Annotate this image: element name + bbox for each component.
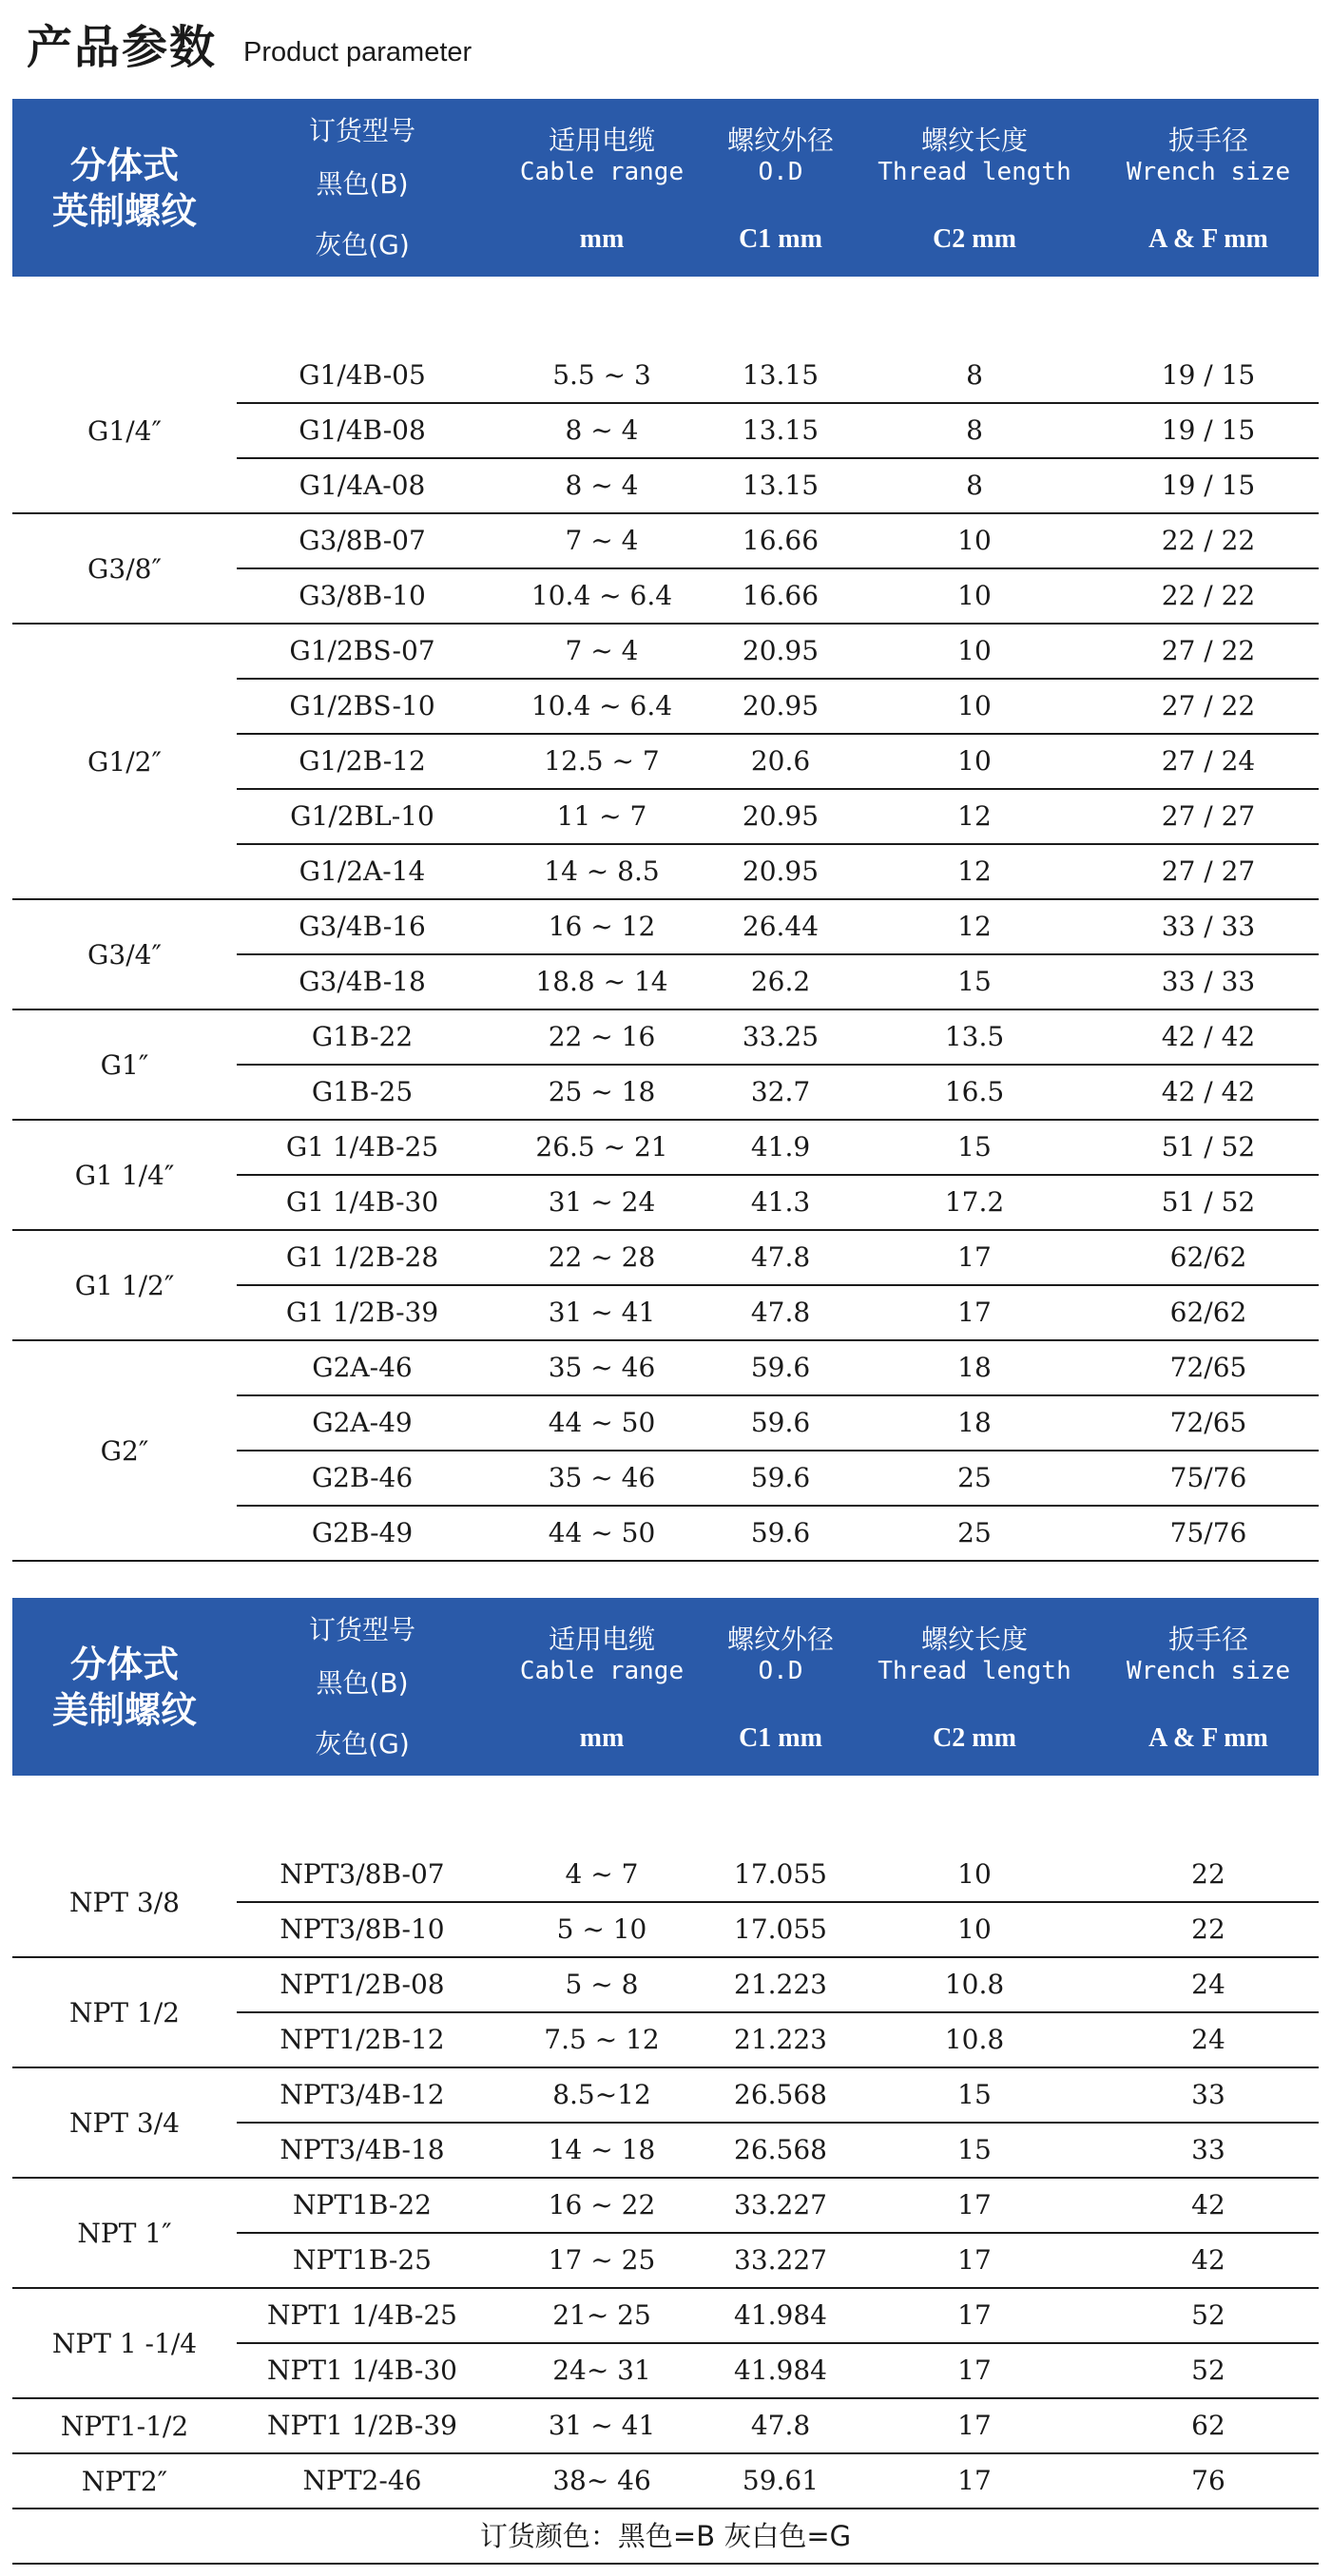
cell-thread: 17 <box>957 2465 992 2496</box>
group-label: NPT 3/4 <box>69 2106 180 2139</box>
cell-thread: 12 <box>957 855 992 887</box>
group-label: NPT 1/2 <box>69 1996 180 2028</box>
cell-od: 20.95 <box>742 690 820 721</box>
header-wrench-line: A & F mm <box>1148 1723 1268 1753</box>
cell-model: G3/4B-18 <box>299 966 426 997</box>
cell-od: 41.984 <box>734 2299 827 2331</box>
cell-model: G1/2B-12 <box>299 745 426 777</box>
cell-model: G1 1/2B-39 <box>285 1297 439 1328</box>
cell-model: NPT1B-22 <box>292 2189 432 2220</box>
cell-wrench: 52 <box>1191 2355 1225 2386</box>
cell-cable: 18.8 ~ 14 <box>535 966 668 997</box>
header-cable-line: Cable range <box>519 158 685 186</box>
cell-model: NPT1 1/4B-30 <box>267 2355 457 2386</box>
group-label: NPT 1″ <box>77 2217 172 2249</box>
cell-od: 21.223 <box>734 1969 827 2000</box>
header-cable-line: 适用电缆 <box>548 1624 655 1655</box>
cell-model: G1/2A-14 <box>299 855 426 887</box>
cell-od: 41.3 <box>750 1186 811 1218</box>
header-col-model <box>253 99 472 277</box>
cell-od: 41.9 <box>750 1131 811 1163</box>
cell-model: G3/8B-10 <box>299 580 426 611</box>
header-cable-line: mm <box>579 224 625 254</box>
cell-model: NPT1 1/4B-25 <box>267 2299 457 2331</box>
cell-wrench: 62/62 <box>1169 1241 1247 1273</box>
cell-thread: 8 <box>966 470 983 501</box>
cell-model: G1/2BL-10 <box>290 800 434 832</box>
cell-wrench: 62 <box>1191 2410 1225 2441</box>
cell-model: G1 1/4B-25 <box>285 1131 439 1163</box>
cell-model: G1/2BS-10 <box>289 690 435 721</box>
header-wrench-line: Wrench size <box>1126 1657 1291 1685</box>
cell-cable: 35 ~ 46 <box>548 1462 656 1493</box>
cell-model: G1/2BS-07 <box>289 635 435 666</box>
cell-wrench: 27 / 27 <box>1161 800 1256 832</box>
cell-wrench: 72/65 <box>1169 1352 1247 1383</box>
cell-thread: 10.8 <box>944 1969 1005 2000</box>
cell-wrench: 42 <box>1191 2189 1225 2220</box>
cell-thread: 25 <box>957 1517 992 1548</box>
cell-od: 17.055 <box>734 1858 827 1890</box>
cell-cable: 16 ~ 12 <box>548 911 656 942</box>
cell-wrench: 27 / 22 <box>1161 690 1256 721</box>
header-col-model <box>253 1598 472 1776</box>
header-group-line: 分体式 <box>69 1643 179 1685</box>
cell-wrench: 42 / 42 <box>1161 1076 1256 1107</box>
cell-thread: 15 <box>957 2134 992 2165</box>
cell-thread: 17.2 <box>944 1186 1005 1218</box>
cell-model: G3/8B-07 <box>299 525 426 556</box>
cell-model: G2B-49 <box>311 1517 414 1548</box>
header-wrench-line: 扳手径 <box>1167 1624 1248 1655</box>
cell-thread: 12 <box>957 911 992 942</box>
cell-model: G1 1/2B-28 <box>285 1241 439 1273</box>
cell-od: 26.568 <box>734 2134 827 2165</box>
cell-model: NPT3/4B-18 <box>280 2134 445 2165</box>
cell-thread: 10 <box>957 635 992 666</box>
cell-model: NPT1/2B-12 <box>280 2024 445 2055</box>
cell-cable: 11 ~ 7 <box>556 800 647 832</box>
cell-od: 47.8 <box>750 2410 811 2441</box>
cell-od: 16.66 <box>742 525 820 556</box>
cell-cable: 10.4 ~ 6.4 <box>530 690 673 721</box>
cell-cable: 22 ~ 16 <box>548 1021 656 1052</box>
cell-od: 33.227 <box>734 2244 827 2276</box>
cell-cable: 35 ~ 46 <box>548 1352 656 1383</box>
cell-od: 33.227 <box>734 2189 827 2220</box>
header-col-thread <box>865 1598 1084 1776</box>
cell-thread: 17 <box>957 2355 992 2386</box>
cell-cable: 24~ 31 <box>552 2355 651 2386</box>
cell-model: G2A-46 <box>312 1352 413 1383</box>
group-label: G1 1/4″ <box>74 1159 175 1191</box>
cell-od: 59.6 <box>750 1517 811 1548</box>
group-label: G1 1/2″ <box>74 1269 175 1301</box>
cell-wrench: 76 <box>1191 2465 1225 2496</box>
cell-thread: 17 <box>957 2244 992 2276</box>
group-label: G3/4″ <box>87 938 162 971</box>
header-od-line: 螺纹外径 <box>726 125 834 156</box>
cell-od: 13.15 <box>742 359 820 391</box>
cell-model: NPT1 1/2B-39 <box>267 2410 457 2441</box>
cell-od: 13.15 <box>742 470 820 501</box>
cell-thread: 10 <box>957 580 992 611</box>
header-group-title <box>12 1598 237 1776</box>
cell-cable: 21~ 25 <box>552 2299 651 2331</box>
cell-wrench: 33 <box>1191 2134 1225 2165</box>
cell-wrench: 62/62 <box>1169 1297 1247 1328</box>
header-od-line: C1 mm <box>739 1723 822 1753</box>
cell-thread: 17 <box>957 2299 992 2331</box>
cell-od: 20.95 <box>742 800 820 832</box>
header-od-line: C1 mm <box>739 224 822 254</box>
cell-cable: 17 ~ 25 <box>548 2244 656 2276</box>
header-od-line: O.D <box>758 158 803 186</box>
cell-cable: 25 ~ 18 <box>548 1076 656 1107</box>
group-label: G1/4″ <box>87 414 162 447</box>
cell-model: G1 1/4B-30 <box>285 1186 439 1218</box>
order-color-note: 订货颜色：黑色=B 灰白色=G <box>479 2520 852 2552</box>
cell-model: NPT3/4B-12 <box>280 2079 445 2110</box>
header-cable-line: mm <box>579 1723 625 1753</box>
cell-od: 26.2 <box>750 966 811 997</box>
cell-wrench: 19 / 15 <box>1161 470 1256 501</box>
header-thread-line: C2 mm <box>933 1723 1016 1753</box>
cell-model: G1B-25 <box>311 1076 414 1107</box>
cell-cable: 10.4 ~ 6.4 <box>530 580 673 611</box>
cell-cable: 31 ~ 41 <box>548 1297 656 1328</box>
cell-wrench: 42 <box>1191 2244 1225 2276</box>
header-thread-line: 螺纹长度 <box>920 125 1028 156</box>
cell-thread: 15 <box>957 1131 992 1163</box>
cell-thread: 17 <box>957 2189 992 2220</box>
cell-cable: 44 ~ 50 <box>548 1517 656 1548</box>
cell-od: 59.6 <box>750 1462 811 1493</box>
cell-od: 41.984 <box>734 2355 827 2386</box>
cell-od: 20.95 <box>742 635 820 666</box>
cell-wrench: 19 / 15 <box>1161 414 1256 446</box>
cell-model: G3/4B-16 <box>299 911 426 942</box>
cell-wrench: 42 / 42 <box>1161 1021 1256 1052</box>
cell-thread: 10 <box>957 745 992 777</box>
cell-model: G1/4B-05 <box>299 359 426 391</box>
cell-od: 47.8 <box>750 1297 811 1328</box>
cell-cable: 7 ~ 4 <box>565 525 639 556</box>
cell-cable: 5 ~ 8 <box>565 1969 639 2000</box>
cell-thread: 8 <box>966 359 983 391</box>
cell-od: 17.055 <box>734 1913 827 1945</box>
header-od-line: 螺纹外径 <box>726 1624 834 1655</box>
header-cable-line: Cable range <box>519 1657 685 1685</box>
cell-cable: 14 ~ 18 <box>548 2134 656 2165</box>
page-title-en: Product parameter <box>243 37 473 67</box>
page-title-cn: 产品参数 <box>27 21 218 74</box>
cell-model: G2B-46 <box>311 1462 414 1493</box>
cell-thread: 17 <box>957 1241 992 1273</box>
cell-model: G1/4A-08 <box>299 470 426 501</box>
cell-cable: 31 ~ 24 <box>548 1186 656 1218</box>
cell-wrench: 27 / 27 <box>1161 855 1256 887</box>
cell-thread: 17 <box>957 2410 992 2441</box>
header-thread-line: 螺纹长度 <box>920 1624 1028 1655</box>
cell-thread: 10 <box>957 1858 992 1890</box>
cell-od: 26.44 <box>742 911 820 942</box>
cell-thread: 17 <box>957 1297 992 1328</box>
header-cable-line: 适用电缆 <box>548 125 655 156</box>
cell-model: NPT2-46 <box>302 2465 422 2496</box>
header-model-line: 灰色(G) <box>315 229 410 260</box>
cell-cable: 16 ~ 22 <box>548 2189 656 2220</box>
group-divider <box>12 1560 1319 1562</box>
header-col-thread <box>865 99 1084 277</box>
group-label: NPT2″ <box>81 2465 168 2497</box>
cell-wrench: 22 / 22 <box>1161 525 1256 556</box>
cell-cable: 5 ~ 10 <box>556 1913 647 1945</box>
header-group-title <box>12 99 237 277</box>
cell-wrench: 33 <box>1191 2079 1225 2110</box>
cell-wrench: 24 <box>1191 1969 1225 2000</box>
cell-od: 16.66 <box>742 580 820 611</box>
cell-model: G2A-49 <box>312 1407 413 1438</box>
cell-cable: 31 ~ 41 <box>548 2410 656 2441</box>
cell-od: 26.568 <box>734 2079 827 2110</box>
cell-model: G1B-22 <box>311 1021 414 1052</box>
cell-od: 21.223 <box>734 2024 827 2055</box>
header-group-line: 英制螺纹 <box>51 189 197 232</box>
cell-thread: 13.5 <box>944 1021 1005 1052</box>
cell-cable: 14 ~ 8.5 <box>544 855 660 887</box>
cell-wrench: 52 <box>1191 2299 1225 2331</box>
header-model-line: 黑色(B) <box>316 168 409 200</box>
cell-thread: 10 <box>957 525 992 556</box>
header-od-line: O.D <box>758 1657 803 1685</box>
cell-wrench: 75/76 <box>1169 1517 1247 1548</box>
cell-wrench: 72/65 <box>1169 1407 1247 1438</box>
cell-cable: 8.5~12 <box>552 2079 651 2110</box>
header-model-line: 黑色(B) <box>316 1667 409 1699</box>
cell-cable: 7.5 ~ 12 <box>544 2024 660 2055</box>
cell-od: 20.95 <box>742 855 820 887</box>
cell-cable: 5.5 ~ 3 <box>552 359 651 391</box>
header-model-line: 订货型号 <box>308 1614 415 1645</box>
cell-thread: 15 <box>957 2079 992 2110</box>
cell-od: 59.6 <box>750 1352 811 1383</box>
cell-cable: 8 ~ 4 <box>565 414 639 446</box>
cell-cable: 26.5 ~ 21 <box>535 1131 668 1163</box>
cell-thread: 10 <box>957 1913 992 1945</box>
cell-cable: 38~ 46 <box>552 2465 651 2496</box>
cell-model: NPT1/2B-08 <box>280 1969 445 2000</box>
cell-od: 59.6 <box>750 1407 811 1438</box>
group-label: NPT 1 -1/4 <box>51 2327 198 2359</box>
cell-wrench: 22 <box>1191 1913 1225 1945</box>
cell-thread: 18 <box>957 1352 992 1383</box>
header-model-line: 灰色(G) <box>315 1728 410 1759</box>
group-label: NPT1-1/2 <box>60 2410 189 2442</box>
cell-od: 33.25 <box>742 1021 820 1052</box>
cell-od: 32.7 <box>750 1076 811 1107</box>
group-label: G1/2″ <box>87 745 162 778</box>
cell-model: NPT3/8B-10 <box>280 1913 445 1945</box>
cell-cable: 22 ~ 28 <box>548 1241 656 1273</box>
cell-model: NPT3/8B-07 <box>280 1858 445 1890</box>
cell-cable: 44 ~ 50 <box>548 1407 656 1438</box>
footer-divider <box>12 2563 1319 2565</box>
cell-od: 20.6 <box>750 745 811 777</box>
header-col-od <box>671 99 890 277</box>
header-thread-line: C2 mm <box>933 224 1016 254</box>
header-model-line: 订货型号 <box>308 115 415 146</box>
cell-wrench: 24 <box>1191 2024 1225 2055</box>
cell-wrench: 22 <box>1191 1858 1225 1890</box>
cell-wrench: 19 / 15 <box>1161 359 1256 391</box>
cell-od: 47.8 <box>750 1241 811 1273</box>
cell-thread: 16.5 <box>944 1076 1005 1107</box>
cell-thread: 10 <box>957 690 992 721</box>
header-wrench-line: 扳手径 <box>1167 125 1248 156</box>
cell-cable: 7 ~ 4 <box>565 635 639 666</box>
table-header <box>12 1598 1319 1776</box>
cell-od: 13.15 <box>742 414 820 446</box>
group-label: G3/8″ <box>87 552 162 585</box>
header-group-line: 分体式 <box>69 144 179 186</box>
cell-wrench: 33 / 33 <box>1161 966 1256 997</box>
header-group-line: 美制螺纹 <box>51 1688 197 1731</box>
page-title <box>27 13 473 74</box>
cell-thread: 10.8 <box>944 2024 1005 2055</box>
cell-wrench: 33 / 33 <box>1161 911 1256 942</box>
cell-wrench: 51 / 52 <box>1161 1131 1256 1163</box>
cell-wrench: 51 / 52 <box>1161 1186 1256 1218</box>
header-col-od <box>671 1598 890 1776</box>
cell-model: G1/4B-08 <box>299 414 426 446</box>
cell-cable: 8 ~ 4 <box>565 470 639 501</box>
header-thread-line: Thread length <box>878 158 1071 186</box>
cell-cable: 4 ~ 7 <box>565 1858 639 1890</box>
cell-thread: 18 <box>957 1407 992 1438</box>
cell-thread: 12 <box>957 800 992 832</box>
header-col-wrench <box>1099 1598 1318 1776</box>
cell-wrench: 75/76 <box>1169 1462 1247 1493</box>
cell-od: 59.61 <box>742 2465 820 2496</box>
cell-thread: 25 <box>957 1462 992 1493</box>
group-label: NPT 3/8 <box>69 1886 180 1918</box>
table-header <box>12 99 1319 277</box>
cell-cable: 12.5 ~ 7 <box>544 745 660 777</box>
cell-thread: 8 <box>966 414 983 446</box>
cell-thread: 15 <box>957 966 992 997</box>
group-label: G2″ <box>100 1434 149 1467</box>
header-wrench-line: A & F mm <box>1148 224 1268 254</box>
cell-wrench: 22 / 22 <box>1161 580 1256 611</box>
header-wrench-line: Wrench size <box>1126 158 1291 186</box>
header-col-wrench <box>1099 99 1318 277</box>
header-thread-line: Thread length <box>878 1657 1071 1685</box>
cell-model: NPT1B-25 <box>292 2244 432 2276</box>
cell-wrench: 27 / 24 <box>1161 745 1256 777</box>
cell-wrench: 27 / 22 <box>1161 635 1256 666</box>
group-label: G1″ <box>100 1048 149 1081</box>
